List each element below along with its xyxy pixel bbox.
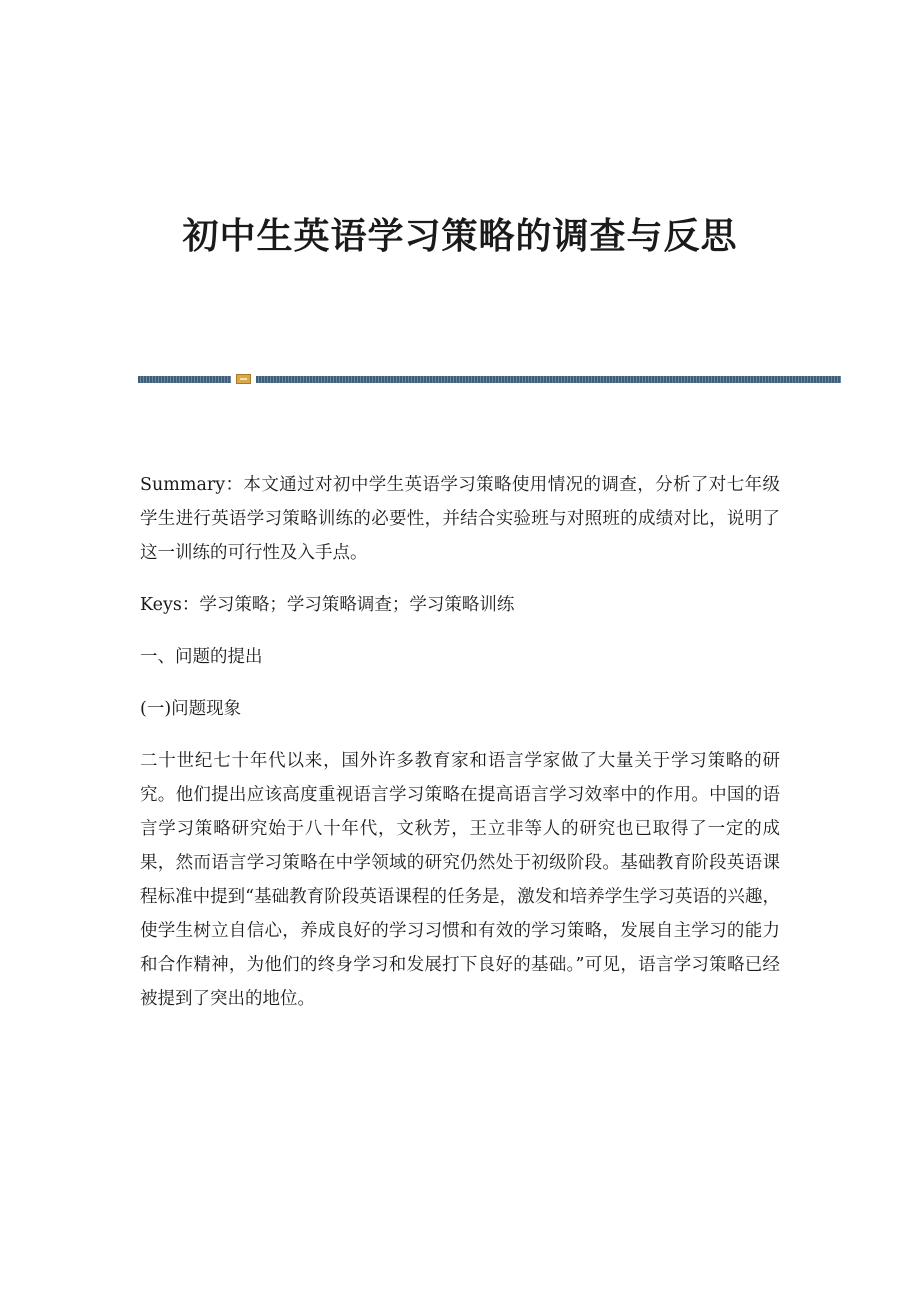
divider-bar-right <box>256 376 841 383</box>
title-divider <box>138 374 841 384</box>
section-heading: 一、问题的提出 <box>140 647 263 667</box>
keywords-line: Keys：学习策略；学习策略调查；学习策略训练 <box>140 595 515 615</box>
document-title: 初中生英语学习策略的调查与反思 <box>182 215 738 257</box>
document-body <box>140 468 780 1016</box>
divider-ornament-icon <box>236 374 251 384</box>
divider-bar-left <box>138 376 231 383</box>
body-paragraph: 二十世纪七十年代以来，国外许多教育家和语言学家做了大量关于学习策略的研究。他们提出应该高度重视语言学习策略在提高语言学习效率中的作用。中国的语言学习策略研究始于八十年代，文秋芳，王立非等人的研究也已取得了一定的成果，然而语言学习策略在中学领域的研究仍然处于初级阶段。基础教育阶段英语课程标准中提到“基础教育阶段英语课程的任务是，激发和培养学生学习英语的兴趣，使学生树立自信心，养成良好的学习习惯和有效的学习策略，发展自主学习的能力和合作精神，为他们的终身学习和发展打下良好的基础。”可见，语言学习策略已经被提到了突出的地位。 <box>140 751 780 1009</box>
subsection-heading: (一)问题现象 <box>140 699 242 719</box>
summary-paragraph: Summary：本文通过对初中学生英语学习策略使用情况的调查，分析了对七年级学生进行英语学习策略训练的必要性，并结合实验班与对照班的成绩对比，说明了这一训练的可行性及入手点。 <box>140 475 780 563</box>
